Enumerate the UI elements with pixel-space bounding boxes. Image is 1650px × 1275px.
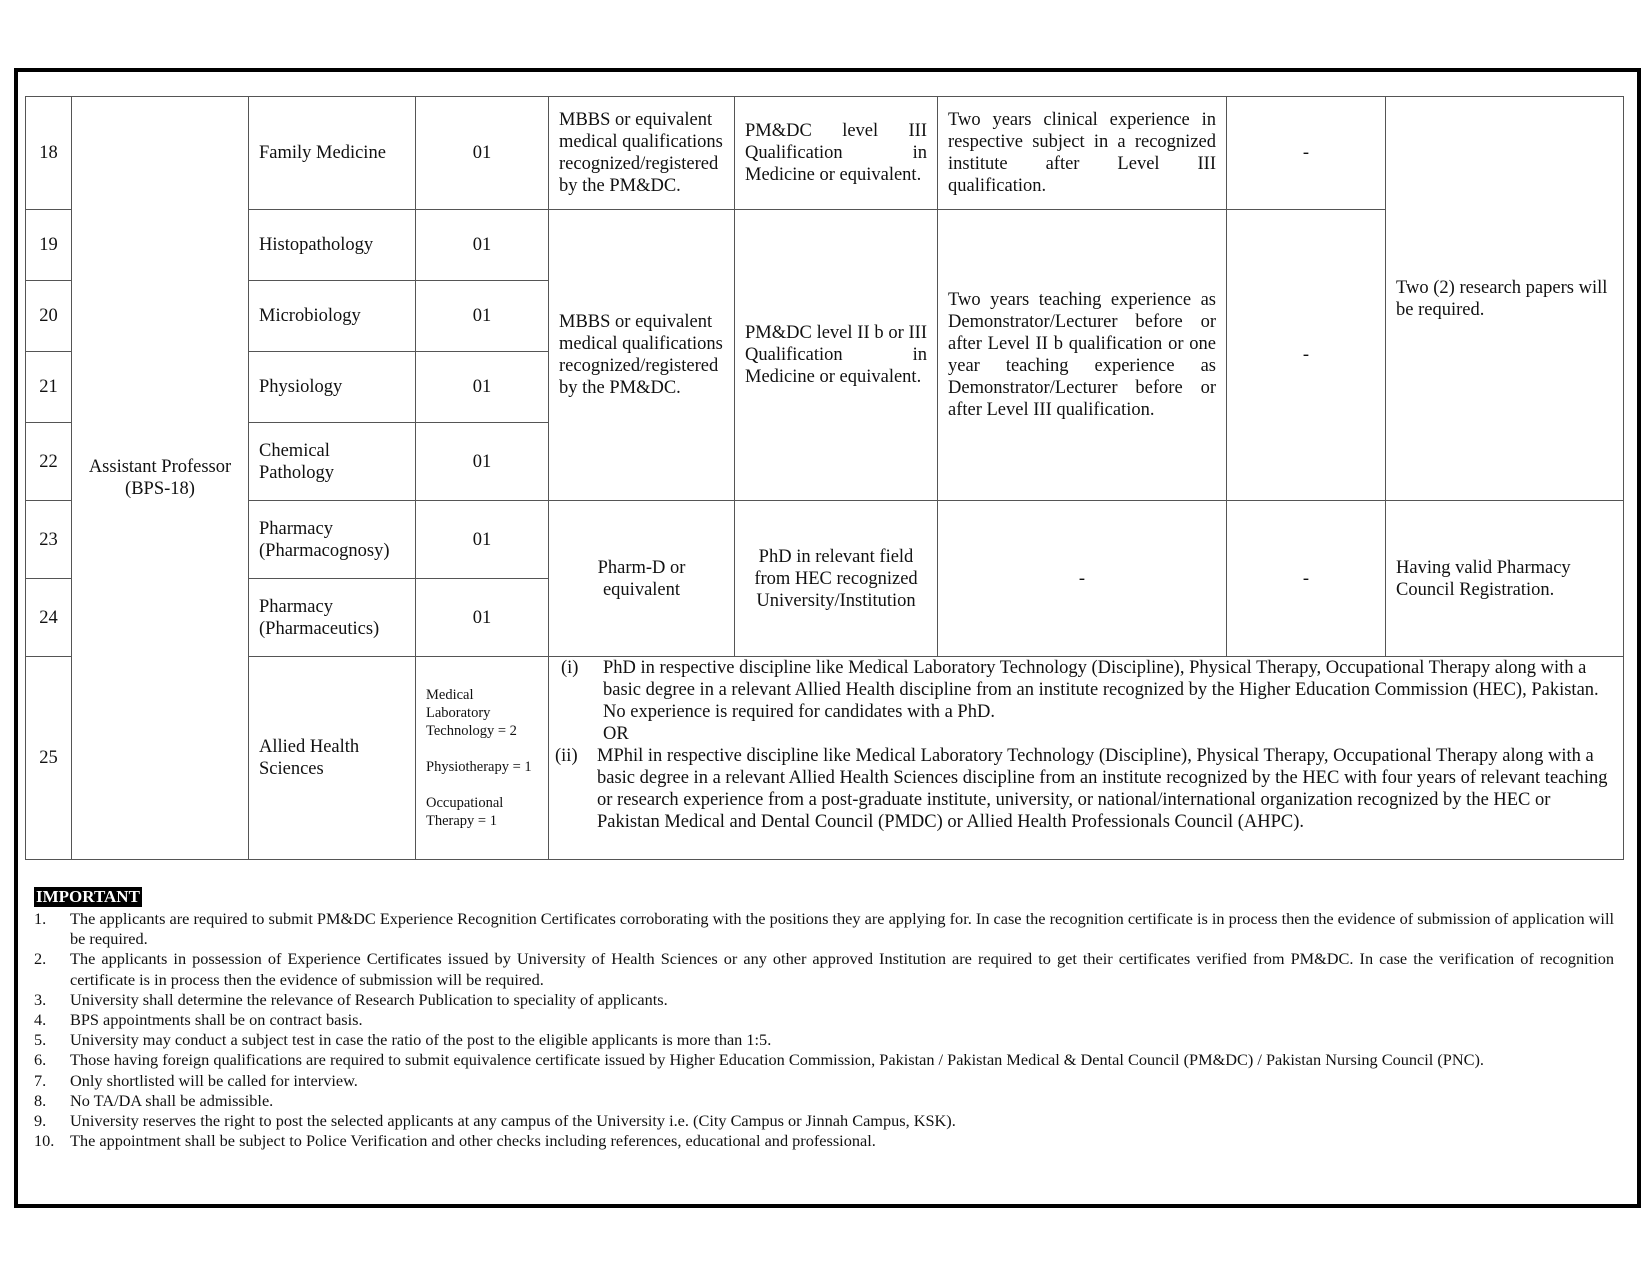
department-name: Pharmacy (Pharmaceutics) [249, 579, 416, 657]
seat-count: 01 [416, 210, 549, 281]
note-number: 4. [34, 1010, 47, 1030]
note-number: 1. [34, 909, 47, 928]
seat-line: Medical Laboratory Technology = 2 [426, 687, 517, 739]
note-text: The applicants are required to submit PM&DC Experience Recognition Certificates corroborating with the positions they are applying for. In case the recognition certificate is in process then the evidence of submission of application will be required. [70, 909, 1614, 949]
requirement-item [555, 745, 1613, 833]
note-number: 5. [34, 1030, 47, 1050]
experience: - [938, 501, 1227, 657]
note-item [34, 1071, 1614, 1091]
table-row [26, 657, 1624, 860]
other-requirement: - [1227, 501, 1386, 657]
note-item [34, 1030, 1614, 1050]
higher-qualification: PM&DC level III Qualification in Medicine or equivalent. [735, 97, 938, 210]
department-name: Allied Health Sciences [249, 657, 416, 860]
department-name: Histopathology [249, 210, 416, 281]
note-text: Those having foreign qualifications are required to submit equivalence certificate issued by Higher Education Commission, Pakistan / Pakistan Medical & Dental Council (PM&DC) / Pakistan Nursing Council (PNC). [70, 1050, 1484, 1070]
note-item [34, 1050, 1614, 1070]
note-number: 2. [34, 949, 47, 969]
department-name: Pharmacy (Pharmacognosy) [249, 501, 416, 579]
seat-count: 01 [416, 352, 549, 423]
note-number: 6. [34, 1050, 47, 1070]
note-number: 8. [34, 1090, 47, 1110]
seat-count: 01 [416, 501, 549, 579]
allied-health-requirements [549, 657, 1624, 860]
seat-count: 01 [416, 579, 549, 657]
department-name: Physiology [249, 352, 416, 423]
important-heading: IMPORTANT [36, 887, 140, 906]
note-text: University may conduct a subject test in case the ratio of the post to the eligible applicants is more than 1:5. [70, 1030, 772, 1050]
other-requirement: - [1227, 210, 1386, 501]
note-item [34, 990, 1614, 1010]
requirement-text: PhD in respective discipline like Medical Laboratory Technology (Discipline), Physical Therapy, Occupational Therapy along with a basic degree in a relevant Allied Health discipline from an institute recognized by the Higher Education Commission (HEC), Pakistan. [603, 658, 1599, 700]
experience: Two years clinical experience in respective subject in a recognized institute after Level III qualification. [938, 97, 1227, 210]
note-number: 7. [34, 1070, 47, 1090]
row-number: 18 [26, 97, 72, 210]
important-notes-section [34, 887, 1614, 1151]
other-requirement: - [1227, 97, 1386, 210]
note-text: BPS appointments shall be on contract basis. [70, 1010, 363, 1030]
position-title: Assistant Professor (BPS-18) [72, 97, 249, 860]
requirement-text: MPhil in respective discipline like Medical Laboratory Technology (Discipline), Physical Therapy, Occupational Therapy along with a basic degree in a relevant Allied Health Sciences discipline from an institute recognized by the HEC with four years of relevant teaching or research experience from a post-graduate institute, university, or national/international organization recognized by the HEC or Pakistan Medical and Dental Council (PMDC) or Allied Health Professionals Council (AHPC). [597, 746, 1608, 832]
notes-list [34, 909, 1614, 1151]
seat-count: 01 [416, 423, 549, 501]
basic-qualification: MBBS or equivalent medical qualifications recognized/registered by the PM&DC. [549, 97, 735, 210]
basic-qualification: Pharm-D or equivalent [549, 501, 735, 657]
note-text: The appointment shall be subject to Police Verification and other checks including references, educational and professional. [70, 1131, 876, 1151]
note-number: 3. [34, 989, 47, 1009]
basic-qualification: MBBS or equivalent medical qualifications recognized/registered by the PM&DC. [549, 210, 735, 501]
research-requirement: Two (2) research papers will be required. [1386, 97, 1624, 501]
seat-count: 01 [416, 97, 549, 210]
note-text: No TA/DA shall be admissible. [70, 1090, 274, 1110]
remarks: Having valid Pharmacy Council Registration. [1386, 501, 1624, 657]
higher-qualification: PM&DC level II b or III Qualification in Medicine or equivalent. [735, 210, 938, 501]
seat-line: Occupational Therapy = 1 [426, 795, 504, 829]
department-name: Microbiology [249, 281, 416, 352]
note-text: University shall determine the relevance of Research Publication to speciality of applicants. [70, 989, 668, 1009]
table-row [26, 97, 1624, 210]
row-number: 21 [26, 352, 72, 423]
experience: Two years teaching experience as Demonstrator/Lecturer before or after Level II b qualification or one year teaching experience as Demonstrator/Lecturer before or after Level III qualification. [938, 210, 1227, 501]
row-number: 23 [26, 501, 72, 579]
note-item [34, 909, 1614, 949]
row-number: 22 [26, 423, 72, 501]
vacancy-table [25, 96, 1624, 860]
seat-line: Physiotherapy = 1 [426, 759, 532, 775]
note-item [34, 1111, 1614, 1131]
note-number: 10. [34, 1131, 55, 1151]
or-separator: OR [603, 724, 629, 744]
row-number: 25 [26, 657, 72, 860]
table-row [26, 501, 1624, 579]
item-marker: (i) [561, 658, 579, 678]
requirement-item [555, 657, 1613, 745]
note-item [34, 1010, 1614, 1030]
note-item [34, 949, 1614, 989]
item-marker: (ii) [555, 746, 578, 766]
note-text: The applicants in possession of Experience Certificates issued by University of Health Sciences or any other approved Institution are required to get their certificates verified from PM&DC. In case the verification of recognition certificate is in process then the evidence of submission will be required. [70, 949, 1614, 989]
note-text: Only shortlisted will be called for interview. [70, 1070, 358, 1090]
seat-breakdown [416, 657, 549, 860]
row-number: 24 [26, 579, 72, 657]
note-item [34, 1131, 1614, 1151]
department-name: Family Medicine [249, 97, 416, 210]
note-item [34, 1091, 1614, 1111]
row-number: 20 [26, 281, 72, 352]
seat-count: 01 [416, 281, 549, 352]
requirement-note: No experience is required for candidates with a PhD. [603, 702, 995, 722]
note-text: University reserves the right to post the selected applicants at any campus of the University i.e. (City Campus or Jinnah Campus, KSK). [70, 1111, 956, 1131]
note-number: 9. [34, 1111, 47, 1131]
higher-qualification: PhD in relevant field from HEC recognized University/Institution [735, 501, 938, 657]
department-name: Chemical Pathology [249, 423, 416, 501]
row-number: 19 [26, 210, 72, 281]
table-row [26, 210, 1624, 281]
